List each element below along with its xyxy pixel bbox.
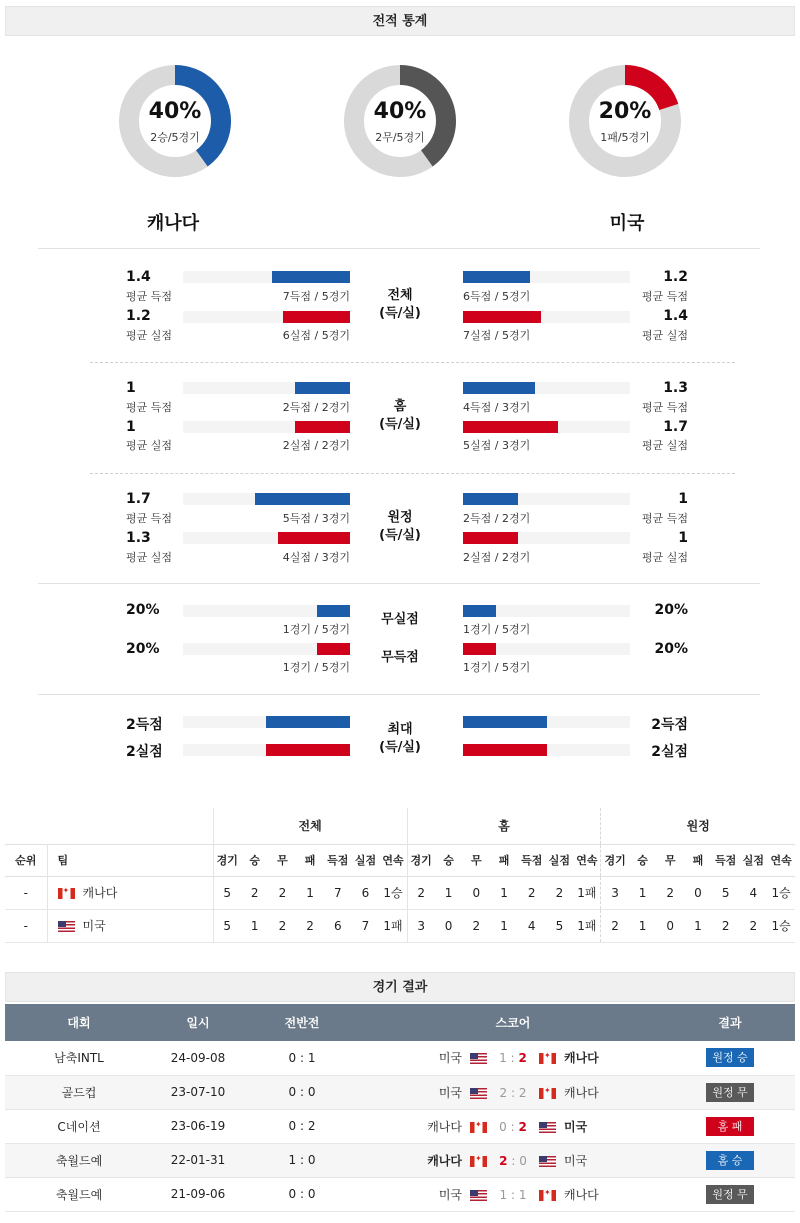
right-avg-scored: 1.3 (663, 380, 688, 396)
result-cell (665, 1109, 795, 1143)
stat-cell: 2 (601, 909, 629, 942)
competition-cell: 골드컵 (5, 1075, 153, 1109)
stat-cell: 6 (333, 918, 342, 933)
col-header-away-5: 실점 (742, 854, 764, 867)
result-cell (665, 1041, 795, 1075)
group-header-away: 원정 (601, 808, 795, 844)
usa-flag-icon (470, 1088, 487, 1099)
right-failed-to-score-count: 1경기 / 5경기 (463, 661, 531, 674)
left-max-conceded: 2실점 (126, 744, 163, 760)
stat-cell: 2 (306, 918, 314, 933)
rank-cell: - (23, 918, 28, 933)
win-rate-donut (117, 63, 233, 179)
col-header-competition: 대회 (5, 1004, 153, 1041)
result-cell (665, 1143, 795, 1177)
block-label-clean-sheet: 무실점 (381, 612, 419, 627)
col-header-away-6: 연속 (770, 854, 792, 867)
table-row[interactable] (5, 1075, 795, 1109)
draw-rate-donut (342, 63, 458, 179)
left-scored-count: 5득점 / 3경기 (282, 512, 350, 525)
right-conceded-count: 7실점 / 5경기 (463, 329, 531, 342)
donut-sub: 2무/5경기 (375, 131, 425, 144)
left-scored-count: 2득점 / 2경기 (282, 401, 350, 414)
loss-rate-donut (567, 63, 683, 179)
left-avg-scored-label: 평균 득점 (126, 401, 173, 414)
right-avg-scored: 1 (678, 491, 688, 507)
result-badge: 홈 승 (706, 1151, 754, 1170)
col-header-result: 결과 (665, 1004, 795, 1041)
rank-cell: - (23, 885, 28, 900)
left-max-scored-bar (266, 716, 350, 728)
stat-cell: 2 (250, 885, 259, 900)
canada-flag-icon (539, 1190, 556, 1201)
stat-cell: 1 (638, 918, 647, 933)
score-cell (361, 1041, 665, 1075)
left-scored-bar (272, 271, 350, 283)
score-cell (361, 1143, 665, 1177)
left-failed-to-score-bar (317, 643, 350, 655)
right-conceded-bar (463, 421, 558, 433)
col-header-rank: 순위 (15, 854, 37, 867)
left-clean-sheet: 20% (126, 602, 160, 618)
result-badge: 홈 패 (706, 1117, 754, 1136)
table-row[interactable] (5, 1177, 795, 1211)
table-row[interactable] (5, 1041, 795, 1075)
block-label-max: 최대 (득/실) (379, 722, 421, 755)
halftime-cell: 0 : 2 (243, 1109, 361, 1143)
col-header-score: 스코어 (361, 1004, 665, 1041)
usa-flag-icon (470, 1190, 487, 1201)
left-avg-conceded: 1.3 (126, 530, 151, 546)
standings-table (5, 808, 795, 943)
stat-cell: 2 (527, 885, 536, 900)
stat-cell: 1 (500, 885, 508, 900)
left-avg-scored: 1.7 (126, 491, 151, 507)
left-max-conceded-bar (266, 744, 350, 756)
left-max-scored: 2득점 (126, 717, 163, 733)
date-cell: 23-06-19 (153, 1109, 243, 1143)
col-header-total-1: 승 (249, 854, 260, 867)
stat-cell: 0 (472, 885, 481, 900)
stat-cell: 1패 (577, 919, 597, 933)
team-name-right: 미국 (609, 213, 645, 234)
right-avg-scored-label: 평균 득점 (641, 512, 688, 525)
usa-flag-icon (58, 921, 75, 932)
left-conceded-bar (295, 421, 350, 433)
col-header-total-5: 실점 (354, 854, 377, 867)
col-header-away-4: 득점 (715, 854, 737, 867)
away-team[interactable]: 캐나다 (564, 1051, 599, 1066)
group-header-total: 전체 (213, 808, 407, 844)
block-label-total: 전체 (득/실) (379, 288, 421, 321)
col-header-home-4: 득점 (521, 854, 543, 867)
right-scored-bar (463, 493, 518, 505)
right-failed-to-score: 20% (654, 641, 688, 657)
right-failed-to-score-bar (463, 643, 496, 655)
col-header-home-0: 경기 (407, 844, 435, 876)
right-avg-conceded: 1 (678, 530, 688, 546)
usa-flag-icon (539, 1122, 556, 1133)
right-avg-conceded: 1.7 (663, 419, 688, 435)
stat-cell: 1승 (383, 886, 403, 900)
right-clean-sheet-count: 1경기 / 5경기 (463, 623, 531, 636)
left-scored-count: 7득점 / 5경기 (282, 290, 350, 303)
stat-cell: 3 (601, 876, 629, 909)
right-avg-scored-label: 평균 득점 (641, 290, 688, 303)
left-clean-sheet-bar (317, 605, 350, 617)
col-header-total-4: 득점 (327, 854, 349, 867)
home-team[interactable]: 미국 (438, 1051, 462, 1066)
stat-cell: 2 (472, 918, 481, 933)
stat-cell: 0 (444, 918, 453, 933)
stat-cell: 2 (555, 885, 564, 900)
section-title-stats: 전적 통계 (5, 6, 795, 36)
results-table (5, 1004, 795, 1212)
competition-cell: 남축INTL (5, 1041, 153, 1075)
standings-header-row (5, 844, 795, 876)
table-row (5, 909, 795, 942)
stat-cell: 1 (638, 885, 647, 900)
right-clean-sheet-bar (463, 605, 496, 617)
canada-flag-icon (539, 1088, 556, 1099)
canada-flag-icon (470, 1156, 487, 1167)
table-row (5, 876, 795, 909)
stat-cell: 5 (213, 876, 241, 909)
block-label-failed-to-score: 무득점 (381, 650, 419, 665)
result-cell (665, 1177, 795, 1211)
result-cell (665, 1075, 795, 1109)
left-conceded-count: 6실점 / 5경기 (282, 329, 350, 342)
away-team[interactable]: 캐나다 (564, 1187, 599, 1202)
score-cell (361, 1177, 665, 1211)
right-avg-conceded-label: 평균 실점 (641, 439, 688, 452)
col-header-total-0: 경기 (213, 844, 241, 876)
stat-cell: 0 (694, 885, 702, 900)
right-conceded-count: 5실점 / 3경기 (463, 439, 531, 452)
halftime-cell: 1 : 0 (243, 1143, 361, 1177)
left-conceded-count: 4실점 / 3경기 (282, 551, 350, 564)
right-scored-count: 2득점 / 2경기 (463, 512, 531, 525)
stat-cell: 1패 (577, 886, 597, 900)
right-max-conceded: 2실점 (651, 744, 688, 760)
donut-sub: 1패/5경기 (600, 131, 650, 144)
usa-flag-icon (539, 1156, 556, 1167)
donut-percent: 20% (598, 99, 652, 124)
left-avg-scored-label: 평균 득점 (126, 512, 173, 525)
stat-cell: 1패 (383, 919, 403, 933)
divider (38, 694, 760, 695)
left-avg-conceded: 1.2 (126, 308, 151, 324)
stat-cell: 2 (278, 885, 287, 900)
home-team[interactable]: 캐나다 (427, 1153, 462, 1168)
halftime-cell: 0 : 1 (243, 1041, 361, 1075)
left-avg-conceded: 1 (126, 419, 136, 435)
col-header-home-5: 실점 (548, 854, 571, 867)
col-header-date: 일시 (153, 1004, 243, 1041)
left-avg-scored: 1.4 (126, 269, 151, 285)
col-header-away-0: 경기 (601, 844, 629, 876)
date-cell: 22-01-31 (153, 1143, 243, 1177)
left-clean-sheet-count: 1경기 / 5경기 (282, 623, 350, 636)
left-avg-conceded-label: 평균 실점 (126, 439, 173, 452)
col-header-total-3: 패 (304, 854, 316, 867)
divider (38, 583, 760, 584)
right-avg-scored: 1.2 (663, 269, 688, 285)
right-max-scored: 2득점 (651, 717, 688, 733)
competition-cell: 축월드예 (5, 1143, 153, 1177)
col-header-team: 팀 (47, 844, 213, 876)
divider (38, 248, 760, 249)
col-header-home-2: 무 (470, 854, 482, 867)
col-header-away-2: 무 (664, 854, 676, 867)
block-label-home: 홈 (득/실) (379, 399, 421, 432)
divider (90, 362, 735, 363)
divider (90, 473, 735, 474)
date-cell: 24-09-08 (153, 1041, 243, 1075)
stat-cell: 5 (721, 885, 730, 900)
stat-cell: 4 (749, 885, 758, 900)
donut-sub: 2승/5경기 (150, 131, 200, 144)
away-team[interactable]: 미국 (564, 1153, 588, 1168)
team-name-left: 캐나다 (146, 213, 200, 234)
stat-cell: 1 (444, 885, 453, 900)
stat-cell: 3 (407, 909, 435, 942)
stat-cell: 1승 (771, 919, 791, 933)
col-header-home-3: 패 (498, 854, 510, 867)
left-avg-conceded-label: 평균 실점 (126, 329, 173, 342)
right-avg-conceded-label: 평균 실점 (641, 551, 688, 564)
right-avg-conceded-label: 평균 실점 (641, 329, 688, 342)
left-avg-conceded-label: 평균 실점 (126, 551, 173, 564)
stat-cell: 5 (213, 909, 241, 942)
stat-cell: 1 (694, 918, 702, 933)
right-scored-count: 6득점 / 5경기 (463, 290, 531, 303)
stat-cell: 1 (250, 918, 259, 933)
score-cell (361, 1109, 665, 1143)
right-max-conceded-bar (463, 744, 547, 756)
usa-flag-icon (470, 1053, 487, 1064)
team-cell[interactable]: ✦ 캐나다 (47, 876, 213, 909)
right-scored-count: 4득점 / 3경기 (463, 401, 531, 414)
score: 2 : 0 (499, 1153, 527, 1168)
stat-cell: 2 (278, 918, 287, 933)
stat-cell: 2 (666, 885, 675, 900)
left-conceded-bar (283, 311, 350, 323)
right-max-scored-bar (463, 716, 547, 728)
competition-cell: 축월드예 (5, 1177, 153, 1211)
right-clean-sheet: 20% (654, 602, 688, 618)
team-cell[interactable]: 미국 (47, 909, 213, 942)
table-row[interactable] (5, 1143, 795, 1177)
canada-flag-icon (539, 1053, 556, 1064)
left-scored-bar (255, 493, 350, 505)
away-team[interactable]: 미국 (564, 1119, 588, 1134)
right-conceded-count: 2실점 / 2경기 (463, 551, 531, 564)
stat-cell: 2 (749, 918, 758, 933)
score: 0 : 2 (499, 1119, 527, 1134)
col-header-halftime: 전반전 (243, 1004, 361, 1041)
col-header-home-6: 연속 (576, 854, 598, 867)
donut-percent: 40% (373, 99, 427, 124)
result-badge: 원정 승 (706, 1048, 754, 1067)
home-team[interactable]: 미국 (438, 1085, 462, 1100)
block-label-away: 원정 (득/실) (379, 510, 421, 543)
right-scored-bar (463, 382, 535, 394)
stat-cell: 4 (527, 918, 536, 933)
stat-cell: 7 (333, 885, 342, 900)
competition-cell: C네이션 (5, 1109, 153, 1143)
table-row[interactable] (5, 1109, 795, 1143)
result-badge: 원정 무 (706, 1185, 754, 1204)
right-avg-scored-label: 평균 득점 (641, 401, 688, 414)
result-badge: 원정 무 (706, 1083, 754, 1102)
stat-cell: 1승 (771, 886, 791, 900)
left-failed-to-score: 20% (126, 641, 160, 657)
left-scored-bar (295, 382, 350, 394)
date-cell: 21-09-06 (153, 1177, 243, 1211)
right-conceded-bar (463, 532, 518, 544)
stat-cell: 2 (721, 918, 730, 933)
left-conceded-bar (278, 532, 350, 544)
right-conceded-bar (463, 311, 541, 323)
home-team[interactable]: 미국 (438, 1187, 462, 1202)
col-header-total-6: 연속 (382, 854, 404, 867)
halftime-cell: 0 : 0 (243, 1075, 361, 1109)
canada-flag-icon (470, 1122, 487, 1133)
col-header-total-2: 무 (277, 854, 288, 867)
left-failed-to-score-count: 1경기 / 5경기 (282, 661, 350, 674)
halftime-cell: 0 : 0 (243, 1177, 361, 1211)
stat-cell: 7 (361, 918, 370, 933)
right-scored-bar (463, 271, 530, 283)
date-cell: 23-07-10 (153, 1075, 243, 1109)
score-cell (361, 1075, 665, 1109)
score: 1 : 1 (499, 1187, 527, 1202)
canada-flag-icon (58, 888, 75, 899)
score: 1 : 2 (499, 1051, 527, 1066)
group-header-home: 홈 (407, 808, 601, 844)
stat-cell: 1 (306, 885, 314, 900)
left-avg-scored: 1 (126, 380, 136, 396)
score: 2 : 2 (499, 1085, 527, 1100)
col-header-home-1: 승 (443, 854, 454, 867)
section-title-results: 경기 결과 (5, 972, 795, 1002)
col-header-away-1: 승 (637, 854, 648, 867)
stat-cell: 2 (407, 876, 435, 909)
left-conceded-count: 2실점 / 2경기 (282, 439, 350, 452)
donut-percent: 40% (148, 99, 202, 124)
stat-cell: 6 (361, 885, 370, 900)
home-team[interactable]: 캐나다 (427, 1119, 462, 1134)
col-header-away-3: 패 (692, 854, 704, 867)
stat-cell: 1 (500, 918, 508, 933)
results-header-row (5, 1004, 795, 1041)
left-avg-scored-label: 평균 득점 (126, 290, 173, 303)
stat-cell: 0 (666, 918, 675, 933)
away-team[interactable]: 캐나다 (564, 1085, 599, 1100)
stat-cell: 5 (555, 918, 564, 933)
right-avg-conceded: 1.4 (663, 308, 688, 324)
